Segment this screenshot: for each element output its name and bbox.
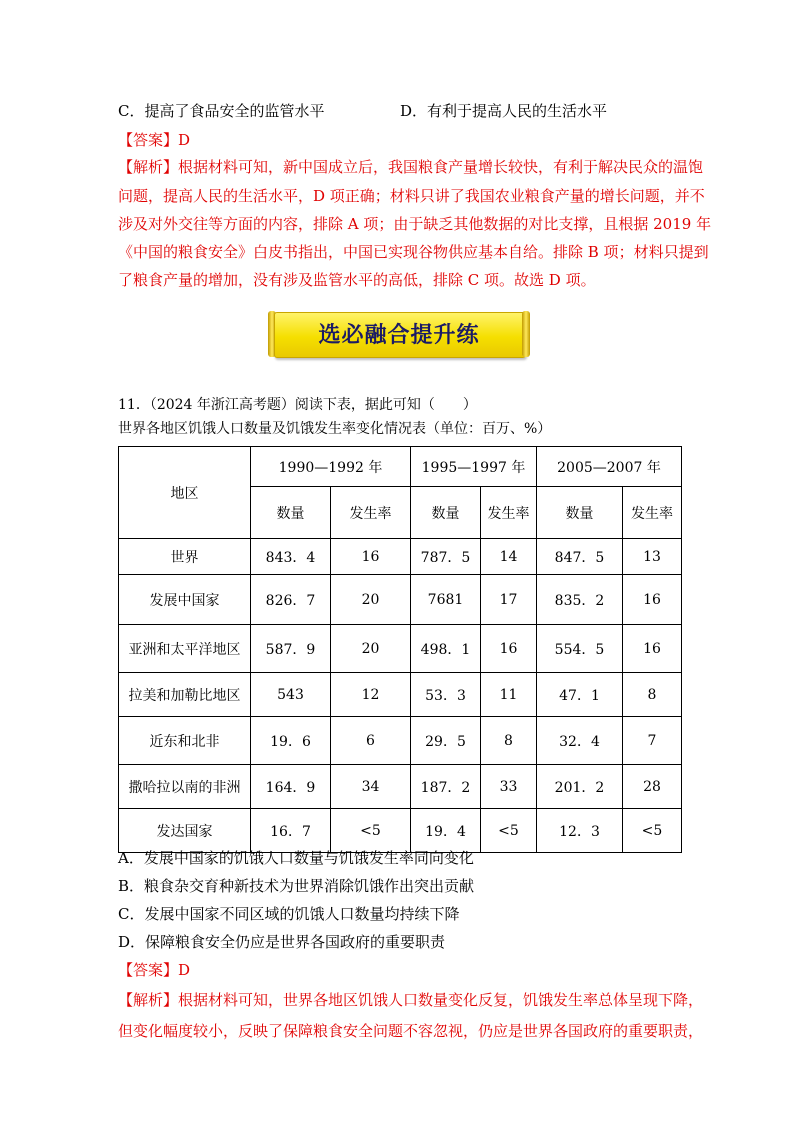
count-cell: 19．6 (251, 717, 331, 765)
header-rate: 发生率 (331, 487, 411, 539)
table-row (119, 575, 682, 625)
count-cell: 164．9 (251, 765, 331, 809)
table-row (119, 539, 682, 575)
analysis-line: 【解析】根据材料可知，世界各地区饥饿人口数量变化反复，饥饿发生率总体呈现下降， (118, 991, 704, 1009)
prev-answer: 【答案】D (118, 131, 191, 149)
option-d: D．保障粮食安全仍应是世界各国政府的重要职责 (118, 933, 446, 951)
rate-cell: 6 (331, 717, 411, 765)
count-cell: 201．2 (537, 765, 623, 809)
rate-cell: 11 (481, 673, 537, 717)
rate-cell: 16 (331, 539, 411, 575)
region-cell: 拉美和加勒比地区 (119, 673, 251, 717)
table-row (119, 673, 682, 717)
count-cell: 187．2 (411, 765, 481, 809)
region-cell: 世界 (119, 539, 251, 575)
rate-cell: 16 (623, 575, 682, 625)
prev-analysis-line: 《中国的粮食安全》白皮书指出，中国已实现谷物供应基本自给。排除 B 项；材料只提到 (118, 243, 709, 261)
header-rate: 发生率 (623, 487, 682, 539)
count-cell: 835．2 (537, 575, 623, 625)
question-stem: 11．（2024 年浙江高考题）阅读下表，据此可知（ ） (118, 397, 477, 413)
rate-cell: 13 (623, 539, 682, 575)
rate-cell: 16 (623, 625, 682, 673)
rate-cell: 33 (481, 765, 537, 809)
analysis-line: 但变化幅度较小，反映了保障粮食安全问题不容忽视，仍应是世界各国政府的重要职责， (118, 1022, 704, 1040)
table-caption: 世界各地区饥饿人口数量及饥饿发生率变化情况表（单位：百万、%） (118, 421, 552, 437)
prev-analysis-line: 了粮食产量的增加，没有涉及监管水平的高低，排除 C 项。故选 D 项。 (118, 271, 596, 289)
rate-cell: 28 (623, 765, 682, 809)
prev-option-d: D．有利于提高人民的生活水平 (400, 102, 608, 120)
header-count: 数量 (537, 487, 623, 539)
count-cell: 843．4 (251, 539, 331, 575)
header-count: 数量 (411, 487, 481, 539)
count-cell: 12．3 (537, 809, 623, 853)
count-cell: 16．7 (251, 809, 331, 853)
section-title: 选必融合提升练 (318, 323, 480, 348)
rate-cell: 16 (481, 625, 537, 673)
option-a: A．发展中国家的饥饿人口数量与饥饿发生率同向变化 (118, 849, 474, 867)
region-cell: 撒哈拉以南的非洲 (119, 765, 251, 809)
header-period: 1990—1992 年 (251, 447, 411, 487)
header-period: 1995—1997 年 (411, 447, 537, 487)
option-c: C．发展中国家不同区域的饥饿人口数量均持续下降 (118, 905, 460, 923)
rate-cell: 8 (481, 717, 537, 765)
rate-cell: 8 (623, 673, 682, 717)
region-cell: 近东和北非 (119, 717, 251, 765)
rate-cell: 7 (623, 717, 682, 765)
table-row (119, 625, 682, 673)
region-cell: 发展中国家 (119, 575, 251, 625)
rate-cell: 12 (331, 673, 411, 717)
header-rate: 发生率 (481, 487, 537, 539)
header-region: 地区 (119, 447, 251, 539)
count-cell: 29．5 (411, 717, 481, 765)
section-banner (268, 306, 530, 362)
count-cell: 847．5 (537, 539, 623, 575)
prev-analysis-line: 涉及对外交往等方面的内容，排除 A 项；由于缺乏其他数据的对比支撑，且根据 2019 年 (118, 215, 712, 233)
count-cell: 498．1 (411, 625, 481, 673)
count-cell: 7681 (411, 575, 481, 625)
table-row (119, 717, 682, 765)
rate-cell: 34 (331, 765, 411, 809)
count-cell: 19．4 (411, 809, 481, 853)
hunger-table (118, 446, 682, 853)
rate-cell: 20 (331, 625, 411, 673)
rate-cell: 20 (331, 575, 411, 625)
prev-analysis-line: 问题，提高人民的生活水平，D 项正确；材料只讲了我国农业粮食产量的增长问题，并不 (118, 187, 705, 205)
answer: 【答案】D (118, 961, 191, 979)
rate-cell: <5 (623, 809, 682, 853)
count-cell: 587．9 (251, 625, 331, 673)
header-period: 2005—2007 年 (537, 447, 682, 487)
header-count: 数量 (251, 487, 331, 539)
rate-cell: 17 (481, 575, 537, 625)
count-cell: 53．3 (411, 673, 481, 717)
count-cell: 554．5 (537, 625, 623, 673)
region-cell: 发达国家 (119, 809, 251, 853)
rate-cell: <5 (481, 809, 537, 853)
count-cell: 543 (251, 673, 331, 717)
option-b: B．粮食杂交育种新技术为世界消除饥饿作出突出贡献 (118, 877, 475, 895)
prev-option-c: C．提高了食品安全的监管水平 (118, 102, 325, 120)
rate-cell: 14 (481, 539, 537, 575)
count-cell: 787．5 (411, 539, 481, 575)
table-row (119, 765, 682, 809)
table-row (119, 809, 682, 853)
rate-cell: <5 (331, 809, 411, 853)
prev-analysis-line: 【解析】根据材料可知，新中国成立后，我国粮食产量增长较快，有利于解决民众的温饱 (118, 158, 704, 176)
count-cell: 47．1 (537, 673, 623, 717)
count-cell: 32．4 (537, 717, 623, 765)
region-cell: 亚洲和太平洋地区 (119, 625, 251, 673)
count-cell: 826．7 (251, 575, 331, 625)
